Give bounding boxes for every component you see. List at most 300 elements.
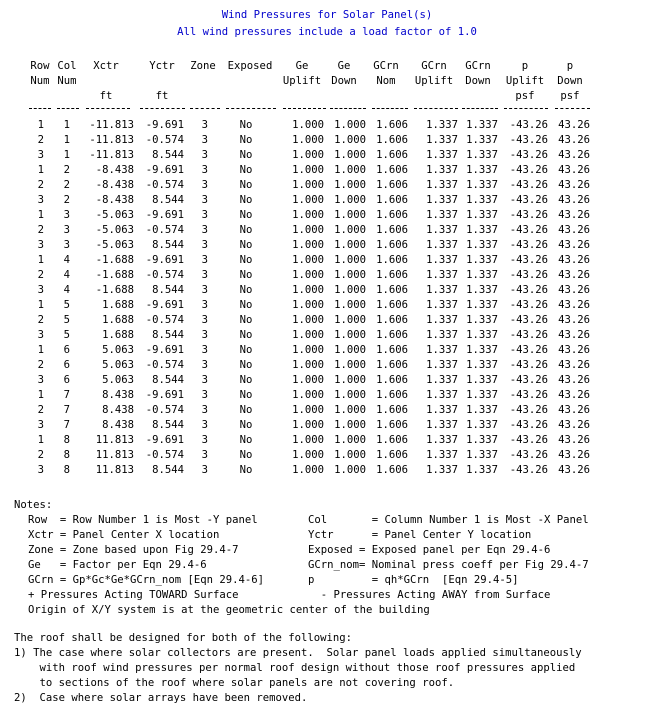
cell-zone: 3 bbox=[201, 269, 208, 281]
table-row bbox=[0, 448, 654, 463]
cell-exposed: No bbox=[239, 179, 253, 191]
table-row bbox=[0, 118, 654, 133]
cell-zone: 3 bbox=[201, 404, 208, 416]
cell-row: 1 bbox=[37, 434, 44, 446]
cell-row: 2 bbox=[37, 179, 44, 191]
cell-gcrn-nom: 1.606 bbox=[376, 119, 408, 131]
cell-ge-uplift: 1.000 bbox=[292, 239, 324, 251]
cell-row: 1 bbox=[37, 209, 44, 221]
cell-gcrn-uplift: 1.337 bbox=[426, 404, 458, 416]
cell-zone: 3 bbox=[201, 419, 208, 431]
cell-p-down: 43.26 bbox=[558, 359, 590, 371]
cell-ge-down: 1.000 bbox=[334, 179, 366, 191]
note-left: Row = Row Number 1 is Most -Y panel bbox=[28, 514, 258, 526]
cell-zone: 3 bbox=[201, 374, 208, 386]
cell-yctr: 8.544 bbox=[152, 194, 184, 206]
cell-p-down: 43.26 bbox=[558, 224, 590, 236]
cell-zone: 3 bbox=[201, 239, 208, 251]
cell-yctr: 8.544 bbox=[152, 284, 184, 296]
cell-gcrn-nom: 1.606 bbox=[376, 194, 408, 206]
cell-gcrn-down: 1.337 bbox=[466, 119, 498, 131]
cell-exposed: No bbox=[239, 359, 253, 371]
header-col-num: Col Num bbox=[57, 60, 77, 87]
cell-zone: 3 bbox=[201, 359, 208, 371]
cell-ge-down: 1.000 bbox=[334, 269, 366, 281]
cell-row: 2 bbox=[37, 134, 44, 146]
cell-p-uplift: -43.26 bbox=[509, 329, 548, 341]
cell-yctr: -0.574 bbox=[145, 449, 184, 461]
cell-col: 7 bbox=[63, 404, 70, 416]
cell-exposed: No bbox=[239, 464, 253, 476]
cell-p-down: 43.26 bbox=[558, 179, 590, 191]
cell-p-uplift: -43.26 bbox=[509, 134, 548, 146]
cell-ge-uplift: 1.000 bbox=[292, 224, 324, 236]
cell-zone: 3 bbox=[201, 284, 208, 296]
cell-gcrn-nom: 1.606 bbox=[376, 434, 408, 446]
cell-gcrn-uplift: 1.337 bbox=[426, 149, 458, 161]
cell-yctr: -0.574 bbox=[145, 269, 184, 281]
cell-gcrn-down: 1.337 bbox=[466, 419, 498, 431]
cell-exposed: No bbox=[239, 314, 253, 326]
cell-ge-uplift: 1.000 bbox=[292, 464, 324, 476]
cell-p-down: 43.26 bbox=[558, 344, 590, 356]
cell-row: 1 bbox=[37, 299, 44, 311]
cell-ge-down: 1.000 bbox=[334, 314, 366, 326]
cell-col: 5 bbox=[63, 299, 70, 311]
cell-row: 3 bbox=[37, 284, 44, 296]
notes-line bbox=[14, 558, 644, 573]
table-row bbox=[0, 433, 654, 448]
cell-xctr: -8.438 bbox=[95, 164, 134, 176]
cell-ge-down: 1.000 bbox=[334, 329, 366, 341]
cell-ge-down: 1.000 bbox=[334, 224, 366, 236]
cell-gcrn-nom: 1.606 bbox=[376, 359, 408, 371]
cell-ge-uplift: 1.000 bbox=[292, 314, 324, 326]
cell-col: 4 bbox=[63, 269, 70, 281]
note-right: Col = Column Number 1 is Most -X Panel bbox=[308, 514, 589, 526]
cell-ge-uplift: 1.000 bbox=[292, 374, 324, 386]
cell-ge-down: 1.000 bbox=[334, 119, 366, 131]
cell-col: 8 bbox=[63, 449, 70, 461]
cell-p-down: 43.26 bbox=[558, 239, 590, 251]
cell-ge-uplift: 1.000 bbox=[292, 254, 324, 266]
table-row bbox=[0, 223, 654, 238]
header-zone: Zone bbox=[190, 60, 216, 72]
cell-xctr: -5.063 bbox=[95, 239, 134, 251]
table-row bbox=[0, 148, 654, 163]
cell-gcrn-uplift: 1.337 bbox=[426, 284, 458, 296]
cell-row: 1 bbox=[37, 254, 44, 266]
cell-p-uplift: -43.26 bbox=[509, 374, 548, 386]
cell-yctr: 8.544 bbox=[152, 374, 184, 386]
cell-gcrn-down: 1.337 bbox=[466, 179, 498, 191]
cell-zone: 3 bbox=[201, 254, 208, 266]
cell-xctr: -5.063 bbox=[95, 209, 134, 221]
cell-gcrn-down: 1.337 bbox=[466, 224, 498, 236]
cell-ge-down: 1.000 bbox=[334, 359, 366, 371]
table-row bbox=[0, 193, 654, 208]
table-row bbox=[0, 133, 654, 148]
header-exposed: Exposed bbox=[227, 60, 273, 72]
cell-yctr: -9.691 bbox=[145, 119, 184, 131]
cell-p-down: 43.26 bbox=[558, 269, 590, 281]
cell-xctr: -5.063 bbox=[95, 224, 134, 236]
cell-xctr: 8.438 bbox=[102, 389, 134, 401]
cell-xctr: 11.813 bbox=[95, 464, 134, 476]
cell-gcrn-uplift: 1.337 bbox=[426, 299, 458, 311]
cell-yctr: 8.544 bbox=[152, 419, 184, 431]
cell-ge-down: 1.000 bbox=[334, 134, 366, 146]
note-right: GCrn_nom= Nominal press coeff per Fig 29.4-7 bbox=[308, 559, 589, 571]
cell-gcrn-uplift: 1.337 bbox=[426, 389, 458, 401]
cell-row: 2 bbox=[37, 404, 44, 416]
cell-ge-down: 1.000 bbox=[334, 164, 366, 176]
cell-xctr: -1.688 bbox=[95, 254, 134, 266]
cell-gcrn-down: 1.337 bbox=[466, 149, 498, 161]
cell-p-uplift: -43.26 bbox=[509, 224, 548, 236]
cell-ge-down: 1.000 bbox=[334, 464, 366, 476]
design-line: The roof shall be designed for both of the following: bbox=[14, 632, 353, 644]
design-line: 2) Case where solar arrays have been removed. bbox=[14, 692, 308, 704]
cell-xctr: 1.688 bbox=[102, 314, 134, 326]
cell-gcrn-nom: 1.606 bbox=[376, 269, 408, 281]
cell-gcrn-uplift: 1.337 bbox=[426, 194, 458, 206]
cell-p-down: 43.26 bbox=[558, 299, 590, 311]
cell-exposed: No bbox=[239, 209, 253, 221]
design-line: with roof wind pressures per normal roof design without those roof pressures applied bbox=[14, 662, 576, 674]
cell-p-uplift: -43.26 bbox=[509, 119, 548, 131]
cell-exposed: No bbox=[239, 389, 253, 401]
cell-gcrn-uplift: 1.337 bbox=[426, 329, 458, 341]
cell-p-down: 43.26 bbox=[558, 464, 590, 476]
cell-p-uplift: -43.26 bbox=[509, 299, 548, 311]
cell-zone: 3 bbox=[201, 449, 208, 461]
cell-gcrn-nom: 1.606 bbox=[376, 389, 408, 401]
cell-p-uplift: -43.26 bbox=[509, 209, 548, 221]
cell-exposed: No bbox=[239, 224, 253, 236]
header-yctr: Yctr ft bbox=[149, 60, 175, 102]
cell-ge-uplift: 1.000 bbox=[292, 299, 324, 311]
cell-yctr: 8.544 bbox=[152, 464, 184, 476]
cell-zone: 3 bbox=[201, 149, 208, 161]
cell-yctr: -9.691 bbox=[145, 389, 184, 401]
header-ge-uplift: Ge Uplift bbox=[282, 60, 322, 87]
cell-p-down: 43.26 bbox=[558, 419, 590, 431]
cell-p-uplift: -43.26 bbox=[509, 419, 548, 431]
cell-exposed: No bbox=[239, 284, 253, 296]
cell-zone: 3 bbox=[201, 464, 208, 476]
note-left: Xctr = Panel Center X location bbox=[28, 529, 220, 541]
cell-p-down: 43.26 bbox=[558, 194, 590, 206]
notes-line bbox=[14, 513, 644, 528]
cell-p-uplift: -43.26 bbox=[509, 269, 548, 281]
cell-exposed: No bbox=[239, 164, 253, 176]
cell-ge-uplift: 1.000 bbox=[292, 149, 324, 161]
cell-exposed: No bbox=[239, 404, 253, 416]
cell-p-uplift: -43.26 bbox=[509, 164, 548, 176]
table-row bbox=[0, 343, 654, 358]
cell-gcrn-nom: 1.606 bbox=[376, 284, 408, 296]
cell-gcrn-uplift: 1.337 bbox=[426, 419, 458, 431]
cell-row: 1 bbox=[37, 389, 44, 401]
cell-yctr: -9.691 bbox=[145, 299, 184, 311]
cell-xctr: 1.688 bbox=[102, 299, 134, 311]
cell-p-uplift: -43.26 bbox=[509, 404, 548, 416]
cell-yctr: -9.691 bbox=[145, 209, 184, 221]
cell-ge-down: 1.000 bbox=[334, 239, 366, 251]
cell-col: 5 bbox=[63, 314, 70, 326]
cell-gcrn-down: 1.337 bbox=[466, 434, 498, 446]
table-row bbox=[0, 253, 654, 268]
cell-gcrn-nom: 1.606 bbox=[376, 149, 408, 161]
cell-p-uplift: -43.26 bbox=[509, 314, 548, 326]
cell-p-down: 43.26 bbox=[558, 389, 590, 401]
cell-zone: 3 bbox=[201, 389, 208, 401]
cell-col: 7 bbox=[63, 419, 70, 431]
cell-row: 2 bbox=[37, 449, 44, 461]
note-right: p = qh*GCrn [Eqn 29.4-5] bbox=[308, 574, 519, 586]
cell-zone: 3 bbox=[201, 314, 208, 326]
cell-xctr: 5.063 bbox=[102, 374, 134, 386]
note-right: Exposed = Exposed panel per Eqn 29.4-6 bbox=[308, 544, 551, 556]
design-line: 1) The case where solar collectors are present. Solar panel loads applied simultaneously bbox=[14, 647, 582, 659]
header-xctr: Xctr ft bbox=[93, 60, 119, 102]
cell-col: 2 bbox=[63, 164, 70, 176]
cell-yctr: -0.574 bbox=[145, 404, 184, 416]
cell-gcrn-nom: 1.606 bbox=[376, 209, 408, 221]
cell-p-down: 43.26 bbox=[558, 404, 590, 416]
notes-line bbox=[14, 573, 644, 588]
cell-gcrn-nom: 1.606 bbox=[376, 464, 408, 476]
cell-xctr: -11.813 bbox=[89, 119, 134, 131]
cell-gcrn-down: 1.337 bbox=[466, 164, 498, 176]
cell-zone: 3 bbox=[201, 434, 208, 446]
cell-exposed: No bbox=[239, 239, 253, 251]
cell-ge-down: 1.000 bbox=[334, 209, 366, 221]
cell-exposed: No bbox=[239, 269, 253, 281]
cell-exposed: No bbox=[239, 119, 253, 131]
cell-yctr: -9.691 bbox=[145, 434, 184, 446]
cell-p-down: 43.26 bbox=[558, 329, 590, 341]
cell-p-uplift: -43.26 bbox=[509, 344, 548, 356]
cell-ge-down: 1.000 bbox=[334, 449, 366, 461]
cell-gcrn-uplift: 1.337 bbox=[426, 179, 458, 191]
cell-col: 3 bbox=[63, 239, 70, 251]
cell-exposed: No bbox=[239, 134, 253, 146]
cell-col: 6 bbox=[63, 359, 70, 371]
cell-exposed: No bbox=[239, 194, 253, 206]
cell-col: 4 bbox=[63, 254, 70, 266]
cell-zone: 3 bbox=[201, 329, 208, 341]
cell-p-uplift: -43.26 bbox=[509, 434, 548, 446]
cell-col: 8 bbox=[63, 464, 70, 476]
cell-yctr: -9.691 bbox=[145, 254, 184, 266]
cell-gcrn-uplift: 1.337 bbox=[426, 254, 458, 266]
notes-origin: Origin of X/Y system is at the geometric center of the building bbox=[28, 604, 430, 616]
cell-yctr: -0.574 bbox=[145, 179, 184, 191]
cell-exposed: No bbox=[239, 434, 253, 446]
cell-col: 6 bbox=[63, 344, 70, 356]
cell-ge-uplift: 1.000 bbox=[292, 359, 324, 371]
cell-col: 1 bbox=[63, 119, 70, 131]
cell-xctr: 1.688 bbox=[102, 329, 134, 341]
cell-ge-uplift: 1.000 bbox=[292, 419, 324, 431]
cell-ge-uplift: 1.000 bbox=[292, 164, 324, 176]
cell-ge-down: 1.000 bbox=[334, 374, 366, 386]
notes-line bbox=[14, 543, 644, 558]
cell-gcrn-uplift: 1.337 bbox=[426, 359, 458, 371]
cell-gcrn-nom: 1.606 bbox=[376, 179, 408, 191]
cell-ge-uplift: 1.000 bbox=[292, 344, 324, 356]
cell-yctr: -9.691 bbox=[145, 164, 184, 176]
notes-line bbox=[14, 588, 644, 603]
cell-gcrn-down: 1.337 bbox=[466, 464, 498, 476]
note-right: Yctr = Panel Center Y location bbox=[308, 529, 532, 541]
cell-gcrn-nom: 1.606 bbox=[376, 374, 408, 386]
design-line: to sections of the roof where solar panels are not covering roof. bbox=[14, 677, 455, 689]
cell-row: 2 bbox=[37, 269, 44, 281]
header-row-num: Row Num bbox=[30, 60, 50, 87]
cell-xctr: 8.438 bbox=[102, 404, 134, 416]
cell-gcrn-nom: 1.606 bbox=[376, 254, 408, 266]
cell-gcrn-down: 1.337 bbox=[466, 404, 498, 416]
notes-section bbox=[14, 498, 644, 618]
note-right: - Pressures Acting AWAY from Surface bbox=[308, 589, 551, 601]
cell-gcrn-nom: 1.606 bbox=[376, 404, 408, 416]
cell-gcrn-uplift: 1.337 bbox=[426, 134, 458, 146]
cell-row: 1 bbox=[37, 344, 44, 356]
cell-p-uplift: -43.26 bbox=[509, 284, 548, 296]
cell-ge-down: 1.000 bbox=[334, 404, 366, 416]
cell-p-uplift: -43.26 bbox=[509, 194, 548, 206]
cell-xctr: -8.438 bbox=[95, 179, 134, 191]
cell-exposed: No bbox=[239, 329, 253, 341]
cell-gcrn-down: 1.337 bbox=[466, 359, 498, 371]
cell-p-down: 43.26 bbox=[558, 149, 590, 161]
cell-ge-down: 1.000 bbox=[334, 419, 366, 431]
cell-ge-uplift: 1.000 bbox=[292, 194, 324, 206]
cell-yctr: 8.544 bbox=[152, 239, 184, 251]
note-left: Zone = Zone based upon Fig 29.4-7 bbox=[28, 544, 239, 556]
cell-yctr: -0.574 bbox=[145, 134, 184, 146]
cell-p-down: 43.26 bbox=[558, 164, 590, 176]
pressure-table bbox=[0, 118, 654, 478]
cell-gcrn-nom: 1.606 bbox=[376, 224, 408, 236]
cell-xctr: 5.063 bbox=[102, 359, 134, 371]
cell-zone: 3 bbox=[201, 194, 208, 206]
cell-ge-uplift: 1.000 bbox=[292, 209, 324, 221]
cell-zone: 3 bbox=[201, 224, 208, 236]
cell-exposed: No bbox=[239, 299, 253, 311]
cell-ge-uplift: 1.000 bbox=[292, 179, 324, 191]
cell-xctr: 11.813 bbox=[95, 434, 134, 446]
table-row bbox=[0, 313, 654, 328]
cell-gcrn-nom: 1.606 bbox=[376, 164, 408, 176]
note-left: GCrn = Gp*Gc*Ge*GCrn_nom [Eqn 29.4-6] bbox=[28, 574, 264, 586]
cell-exposed: No bbox=[239, 149, 253, 161]
cell-p-uplift: -43.26 bbox=[509, 464, 548, 476]
cell-p-uplift: -43.26 bbox=[509, 179, 548, 191]
note-left: Ge = Factor per Eqn 29.4-6 bbox=[28, 559, 207, 571]
cell-gcrn-uplift: 1.337 bbox=[426, 314, 458, 326]
note-left: + Pressures Acting TOWARD Surface bbox=[28, 589, 239, 601]
cell-ge-uplift: 1.000 bbox=[292, 329, 324, 341]
cell-gcrn-down: 1.337 bbox=[466, 374, 498, 386]
cell-gcrn-down: 1.337 bbox=[466, 314, 498, 326]
cell-gcrn-nom: 1.606 bbox=[376, 239, 408, 251]
cell-xctr: 8.438 bbox=[102, 419, 134, 431]
cell-gcrn-uplift: 1.337 bbox=[426, 434, 458, 446]
cell-yctr: 8.544 bbox=[152, 329, 184, 341]
header-gcrn-down: GCrn Down bbox=[465, 60, 491, 87]
cell-xctr: -11.813 bbox=[89, 149, 134, 161]
cell-gcrn-down: 1.337 bbox=[466, 389, 498, 401]
notes-line bbox=[14, 528, 644, 543]
cell-ge-down: 1.000 bbox=[334, 254, 366, 266]
cell-gcrn-down: 1.337 bbox=[466, 269, 498, 281]
cell-gcrn-uplift: 1.337 bbox=[426, 224, 458, 236]
table-row bbox=[0, 298, 654, 313]
cell-zone: 3 bbox=[201, 179, 208, 191]
cell-yctr: -0.574 bbox=[145, 314, 184, 326]
cell-gcrn-uplift: 1.337 bbox=[426, 209, 458, 221]
cell-p-down: 43.26 bbox=[558, 254, 590, 266]
cell-zone: 3 bbox=[201, 164, 208, 176]
cell-row: 3 bbox=[37, 329, 44, 341]
cell-row: 2 bbox=[37, 314, 44, 326]
cell-ge-down: 1.000 bbox=[334, 149, 366, 161]
table-row bbox=[0, 388, 654, 403]
cell-col: 1 bbox=[63, 149, 70, 161]
cell-ge-uplift: 1.000 bbox=[292, 284, 324, 296]
cell-exposed: No bbox=[239, 419, 253, 431]
header-p-down: p Down psf bbox=[557, 60, 583, 102]
cell-p-down: 43.26 bbox=[558, 209, 590, 221]
design-cases bbox=[14, 631, 644, 706]
cell-gcrn-uplift: 1.337 bbox=[426, 449, 458, 461]
cell-col: 3 bbox=[63, 224, 70, 236]
table-row bbox=[0, 373, 654, 388]
table-row bbox=[0, 163, 654, 178]
cell-gcrn-uplift: 1.337 bbox=[426, 164, 458, 176]
cell-p-down: 43.26 bbox=[558, 119, 590, 131]
cell-row: 2 bbox=[37, 359, 44, 371]
table-row bbox=[0, 463, 654, 478]
cell-col: 8 bbox=[63, 434, 70, 446]
cell-ge-down: 1.000 bbox=[334, 284, 366, 296]
cell-ge-down: 1.000 bbox=[334, 194, 366, 206]
cell-gcrn-uplift: 1.337 bbox=[426, 344, 458, 356]
cell-xctr: 5.063 bbox=[102, 344, 134, 356]
table-row bbox=[0, 238, 654, 253]
table-row bbox=[0, 208, 654, 223]
cell-gcrn-down: 1.337 bbox=[466, 284, 498, 296]
cell-ge-down: 1.000 bbox=[334, 389, 366, 401]
cell-gcrn-uplift: 1.337 bbox=[426, 464, 458, 476]
cell-gcrn-nom: 1.606 bbox=[376, 314, 408, 326]
header-ge-down: Ge Down bbox=[331, 60, 357, 87]
cell-row: 3 bbox=[37, 149, 44, 161]
cell-ge-uplift: 1.000 bbox=[292, 449, 324, 461]
cell-p-down: 43.26 bbox=[558, 449, 590, 461]
cell-zone: 3 bbox=[201, 344, 208, 356]
cell-p-down: 43.26 bbox=[558, 314, 590, 326]
cell-xctr: 11.813 bbox=[95, 449, 134, 461]
table-row bbox=[0, 178, 654, 193]
cell-row: 2 bbox=[37, 224, 44, 236]
cell-exposed: No bbox=[239, 254, 253, 266]
table-row bbox=[0, 403, 654, 418]
